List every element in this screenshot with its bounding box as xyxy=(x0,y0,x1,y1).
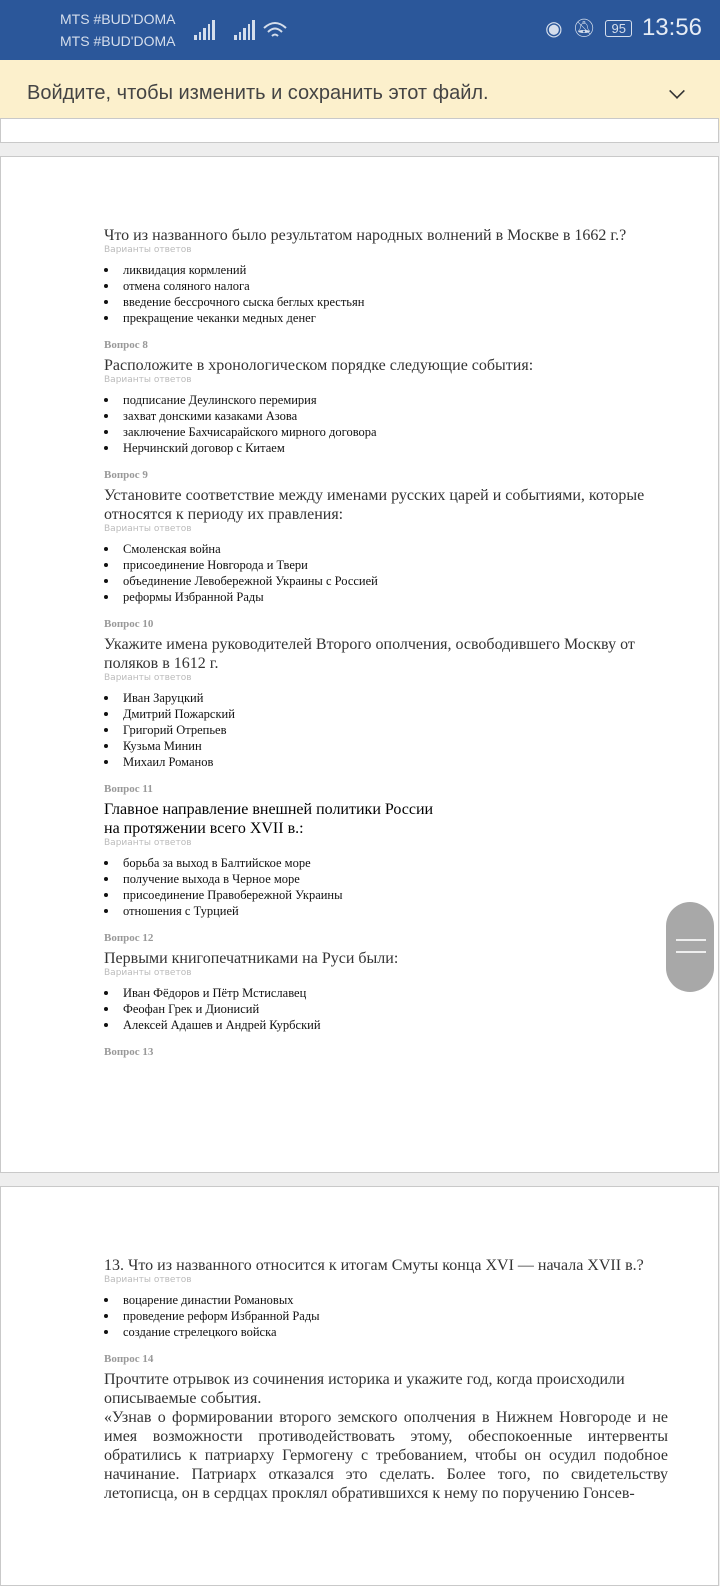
question-label: Вопрос 13 xyxy=(104,1046,154,1058)
list-item: борьба за выход в Балтийское море xyxy=(104,855,668,871)
carrier-1: MTS #BUD'DOMA xyxy=(60,11,176,27)
answer-list xyxy=(104,1292,668,1340)
question-title-line2: на протяжении всего XVII в.: xyxy=(104,820,304,837)
status-bar xyxy=(0,0,720,60)
list-item: воцарение династии Романовых xyxy=(104,1292,668,1308)
list-item: Иван Заруцкий xyxy=(104,690,668,706)
list-item: Кузьма Минин xyxy=(104,738,668,754)
question-title: Установите соответствие между именами русских царей и событиями, которые относятся к периоду их правления: xyxy=(104,487,645,523)
question-label: Вопрос 9 xyxy=(104,469,148,481)
signal-icon xyxy=(194,20,215,40)
list-item: захват донскими казаками Азова xyxy=(104,408,668,424)
list-item: создание стрелецкого войска xyxy=(104,1324,668,1340)
question-label: Вопрос 12 xyxy=(104,932,154,944)
question-title: Расположите в хронологическом порядке следующие события: xyxy=(104,357,534,374)
list-item: прекращение чеканки медных денег xyxy=(104,310,668,326)
list-item: Дмитрий Пожарский xyxy=(104,706,668,722)
answer-list xyxy=(104,985,668,1033)
list-item: заключение Бахчисарайского мирного договора xyxy=(104,424,668,440)
list-item: Нерчинский договор с Китаем xyxy=(104,440,668,456)
question-title: Прочтите отрывок из сочинения историка и укажите год, когда происходили описываемые события. xyxy=(104,1371,625,1407)
question-label: Вопрос 11 xyxy=(104,783,153,795)
list-item: присоединение Правобережной Украины xyxy=(104,887,668,903)
document-page xyxy=(0,1186,719,1586)
quote-text: «Узнав о формировании второго земского ополчения в Нижнем Новгороде и не имея возможности противодействовать этому, обеспокоенные интервенты обратились к патриарху Гермогену с требованием, чтобы он осудил подобное начинание. Патриарх отказался это сделать. Более того, по свидетельству летописца, он в сердцах проклял обратившихся к нему по поручению Гонсев- xyxy=(104,1409,668,1502)
list-item: ликвидация кормлений xyxy=(104,262,668,278)
list-item: проведение реформ Избранной Рады xyxy=(104,1308,668,1324)
question-label: Вопрос 14 xyxy=(104,1353,154,1365)
list-item: подписание Деулинского перемирия xyxy=(104,392,668,408)
wifi-icon xyxy=(262,20,288,42)
list-item: Михаил Романов xyxy=(104,754,668,770)
banner-text: Войдите, чтобы изменить и сохранить этот файл. xyxy=(27,82,489,104)
question-title: 13. Что из названного относится к итогам Смуты конца XVI — начала XVII в.? xyxy=(104,1257,644,1274)
list-item: Иван Фёдоров и Пётр Мстиславец xyxy=(104,985,668,1001)
list-item: отношения с Турцией xyxy=(104,903,668,919)
question-title: Первыми книгопечатниками на Руси были: xyxy=(104,950,399,967)
question-label: Вопрос 8 xyxy=(104,339,148,351)
list-item: получение выхода в Черное море xyxy=(104,871,668,887)
variants-label: Варианты ответов xyxy=(104,375,192,385)
signal-icon xyxy=(234,20,255,40)
answer-list xyxy=(104,855,668,919)
list-item: реформы Избранной Рады xyxy=(104,589,668,605)
answer-list xyxy=(104,392,668,456)
clock: 13:56 xyxy=(641,14,702,41)
question-title: Главное направление внешней политики России xyxy=(104,801,434,818)
list-item: отмена соляного налога xyxy=(104,278,668,294)
question-title: Укажите имена руководителей Второго ополчения, освободившего Москву от поляков в 1612 г. xyxy=(104,636,635,672)
question-title: Что из названного было результатом народных волнений в Москве в 1662 г.? xyxy=(104,227,627,244)
document-page xyxy=(0,118,719,143)
variants-label: Варианты ответов xyxy=(104,838,192,848)
list-item: введение бессрочного сыска беглых крестьян xyxy=(104,294,668,310)
variants-label: Варианты ответов xyxy=(104,968,192,978)
answer-list xyxy=(104,262,668,326)
list-item: Алексей Адашев и Андрей Курбский xyxy=(104,1017,668,1033)
list-item: Григорий Отрепьев xyxy=(104,722,668,738)
list-item: присоединение Новгорода и Твери xyxy=(104,557,668,573)
list-item: Смоленская война xyxy=(104,541,668,557)
question-label: Вопрос 10 xyxy=(104,618,154,630)
variants-label: Варианты ответов xyxy=(104,1275,192,1285)
variants-label: Варианты ответов xyxy=(104,524,192,534)
answer-list xyxy=(104,690,668,770)
scroll-handle[interactable] xyxy=(666,902,714,992)
variants-label: Варианты ответов xyxy=(104,245,192,255)
list-item: Феофан Грек и Дионисий xyxy=(104,1001,668,1017)
battery-indicator: 95 xyxy=(605,20,631,37)
list-item: объединение Левобережной Украины с Россией xyxy=(104,573,668,589)
chevron-down-icon[interactable] xyxy=(669,83,685,99)
eye-icon: ◉ xyxy=(545,17,563,40)
carrier-2: MTS #BUD'DOMA xyxy=(60,33,176,49)
answer-list xyxy=(104,541,668,605)
variants-label: Варианты ответов xyxy=(104,673,192,683)
document-page xyxy=(0,156,719,1173)
bell-off-icon: 🔕︎ xyxy=(572,17,596,38)
